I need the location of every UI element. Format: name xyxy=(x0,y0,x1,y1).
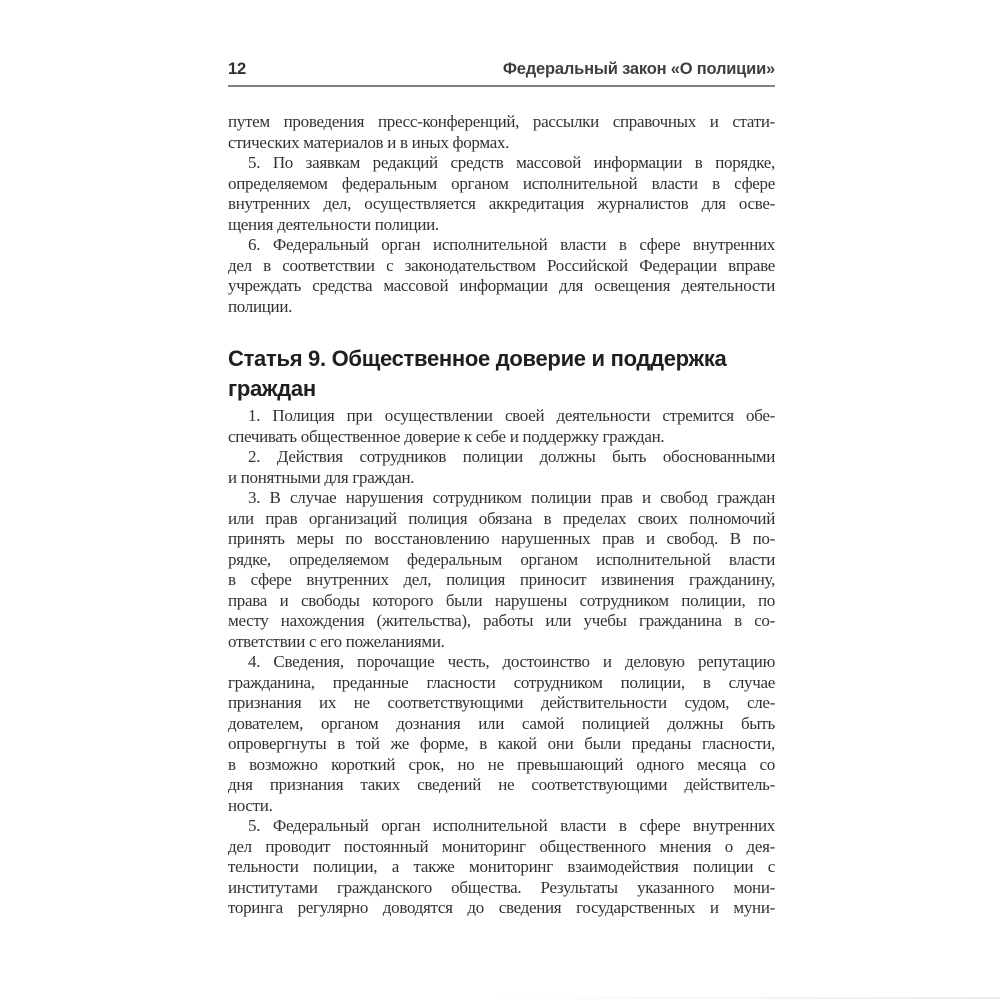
article-heading: Статья 9. Общественное доверие и поддержка граждан xyxy=(228,346,727,401)
paragraph-item-1: 1. Полиция при осуществлении своей деятельности стремится обе- спечивать общественное доверие к себе и поддержку граждан. xyxy=(228,406,775,446)
text-column-before-heading xyxy=(228,112,775,317)
running-header xyxy=(228,60,775,87)
running-title: Федеральный закон «О полиции» xyxy=(502,60,775,78)
page-number: 12 xyxy=(228,60,246,78)
paragraph-item-6: 6. Федеральный орган исполнительной власти в сфере внутренних дел в соответствии с законодательством Российской Федерации вправе учреждать средства массовой информации для освещения деятельности полиции. xyxy=(228,235,775,316)
paragraph-item-5-second: 5. Федеральный орган исполнительной власти в сфере внутренних дел проводит постоянный мониторинг общественного мнения о дея- тельности полиции, а также мониторинг взаимодействия полиции с институтами гражданского общества. Результаты указанного мони- торинга регулярно доводятся до сведения государственных и муни- xyxy=(228,816,775,917)
paragraph-item-4: 4. Сведения, порочащие честь, достоинство и деловую репутацию гражданина, преданные гласности сотрудником полиции, в случае признания их не соответствующими действительности судом, сле- дователем, органом дознания или самой полицией должны быть опровергнуты в той же форме, в какой они были преданы гласности, в возможно короткий срок, но не превышающий одного месяца со дня признания таких сведений не соответствующими действитель- ности. xyxy=(228,652,775,815)
page-bottom-edge xyxy=(480,997,1000,999)
paragraph-item-3: 3. В случае нарушения сотрудником полиции прав и свобод граждан или прав организаций полиция обязана в пределах своих полномочий принять меры по восстановлению нарушенных прав и свобод. В по- рядке, определяемом федеральным органом исполнительной власти в сфере внутренних дел, полиция приносит извинения гражданину, права и свободы которого были нарушены сотрудником полиции, по месту нахождения (жительства), работы или учебы гражданина в со- ответствии с его пожеланиями. xyxy=(228,488,775,651)
paragraph-continuation: путем проведения пресс-конференций, рассылки справочных и стати- стических материалов и в иных формах. xyxy=(228,112,775,152)
text-column-after-heading xyxy=(228,406,775,919)
paragraph-item-5: 5. По заявкам редакций средств массовой информации в порядке, определяемом федеральным органом исполнительной власти в сфере внутренних дел, осуществляется аккредитация журналистов для осве- щения деятельности полиции. xyxy=(228,153,775,234)
paragraph-item-2: 2. Действия сотрудников полиции должны быть обоснованными и понятными для граждан. xyxy=(228,447,775,487)
